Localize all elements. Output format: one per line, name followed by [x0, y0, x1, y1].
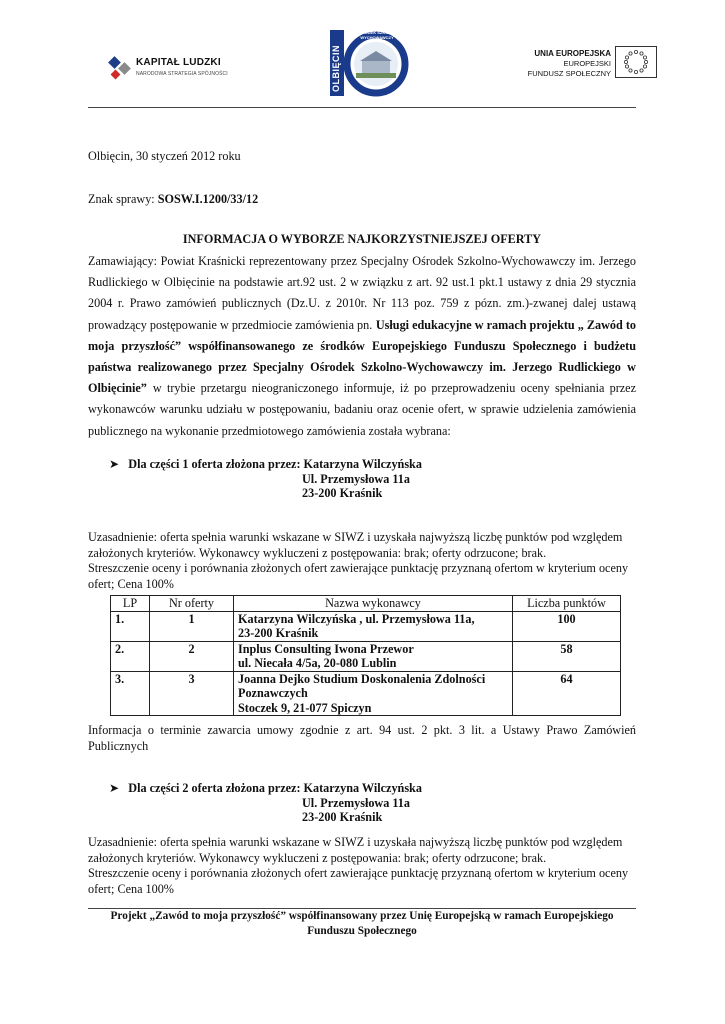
intro-line: 2004 r. Prawo zamówień publicznych (Dz.U. z 2010r. Nr 113 poz. 759 z pózn. zm.)-zwanej dalej ustawą	[88, 296, 636, 311]
part1-street: Ul. Przemysłowa 11a	[302, 472, 410, 486]
justification-line: Streszczenie oceny i porównania złożonych ofert zawierające punktację przyznaną ofertom w kryterium oceny	[88, 866, 629, 880]
kapital-ludzki-emblem-icon	[108, 54, 134, 84]
table-row	[111, 611, 621, 641]
eu-logo	[514, 44, 659, 84]
school-name-vertical: OLBIĘCIN	[331, 44, 341, 92]
kapital-ludzki-title: KAPITAŁ LUDZKI	[136, 57, 221, 68]
table-header-row	[111, 596, 621, 612]
cell-points: 64	[513, 671, 621, 716]
header-nazwa: Nazwa wykonawcy	[234, 596, 513, 612]
cell-name-line: Inplus Consulting Iwona Przewor	[238, 641, 414, 656]
intro-text: prowadzący postępowanie w przedmiocie zamówienia pn.	[88, 317, 373, 332]
cell-name-line: Stoczek 9, 21-077 Spiczyn	[238, 700, 372, 715]
contract-term-line: Publicznych	[88, 738, 149, 753]
intro-line: państwa realizowanego przez Specjalny Ośrodek Szkolno-Wychowawczy im. Jerzego Rudlickiego w	[88, 360, 636, 375]
cell-name-line: 23-200 Kraśnik	[238, 626, 319, 640]
document-title: INFORMACJA O WYBORZE NAJKORZYSTNIEJSZEJ OFERTY	[182, 232, 542, 246]
date-line: Olbięcin, 30 styczeń 2012 roku	[88, 149, 241, 163]
part2-offer: Dla części 2 oferta złożona przez: Katarzyna Wilczyńska	[128, 781, 422, 795]
contract-term-line: Informacja o terminie zawarcia umowy zgodnie z art. 94 ust. 2 pkt. 3 lit. a Ustawy Prawo Zamówień	[88, 723, 636, 737]
eu-line2: EUROPEJSKI	[563, 59, 611, 68]
footer-line: Projekt „Zawód to moja przyszłość” współfinansowany przez Unię Europejską w ramach Europejskiego	[110, 910, 614, 922]
results-table	[110, 595, 621, 716]
eu-line1: UNIA EUROPEJSKA	[534, 49, 611, 58]
kapital-ludzki-logo	[108, 52, 238, 92]
justification-1	[88, 530, 636, 592]
header-nr-oferty: Nr oferty	[150, 596, 234, 612]
part2-street: Ul. Przemysłowa 11a	[302, 796, 410, 810]
cell-points: 100	[513, 611, 621, 641]
school-arc-text: OŚRODEK SZKOLNO-WYCHOWAWCZY	[355, 30, 399, 40]
footer	[88, 909, 636, 939]
justification-line: Streszczenie oceny i porównania złożonych ofert zawierające punktację przyznaną ofertom w kryterium oceny	[88, 561, 629, 575]
cell-name	[234, 671, 513, 716]
intro-paragraph	[88, 251, 636, 442]
cell-nr: 3	[150, 671, 234, 716]
contract-term-info	[88, 723, 636, 754]
intro-line: wykonawców warunku udziału w postępowaniu, badaniu oraz ocenie ofert, w sprawie udzielenia zamówienia	[88, 402, 636, 417]
case-number: SOSW.I.1200/33/12	[157, 192, 259, 206]
intro-line: Rudlickiego w Olbięcinie na podstawie art.92 ust. 2 w związku z art. 92 ust.1 pkt.1 ustawy z dnia 29 stycznia	[88, 275, 636, 290]
part1-block	[109, 457, 422, 473]
cell-name-line: Joanna Dejko Studium Doskonalenia Zdolności	[238, 671, 486, 686]
eu-flag-icon	[615, 46, 657, 78]
justification-line: Uzasadnienie: oferta spełnia warunki wskazane w SIWZ i uzyskała najwyższą liczbę punktów pod względem	[88, 835, 623, 849]
justification-line: ofert; Cena 100%	[88, 576, 174, 591]
cell-points: 58	[513, 641, 621, 671]
cell-lp: 2.	[111, 641, 150, 671]
justification-line: ofert; Cena 100%	[88, 881, 174, 896]
intro-text: w trybie przetargu nieograniczonego informuje, iż po przeprowadzeniu oceny spełniania przez	[152, 381, 636, 396]
intro-line: moja przyszłość” współfinansowanego ze środków Europejskiego Funduszu Społecznego i budżetu	[88, 338, 636, 353]
intro-text-bold: Usługi edukacyjne w ramach projektu „ Zawód to	[375, 317, 636, 332]
eu-line3: FUNDUSZ SPOŁECZNY	[527, 69, 611, 78]
justification-line: założonych kryteriów. Wykonawcy wykluczeni z postępowania: brak; oferty odrzucone; brak.	[88, 850, 547, 865]
part1-city: 23-200 Kraśnik	[302, 486, 383, 500]
cell-name	[234, 641, 513, 671]
cell-lp: 3.	[111, 671, 150, 716]
intro-line: Zamawiający: Powiat Kraśnicki reprezentowany przez Specjalny Ośrodek Szkolno-Wychowawczy im. Jerzego	[88, 254, 636, 268]
justification-line: założonych kryteriów. Wykonawcy wykluczeni z postępowania: brak; oferty odrzucone; brak.	[88, 545, 547, 560]
justification-line: Uzasadnienie: oferta spełnia warunki wskazane w SIWZ i uzyskała najwyższą liczbę punktów pod względem	[88, 530, 623, 544]
cell-name-line: Katarzyna Wilczyńska , ul. Przemysłowa 11a,	[238, 611, 475, 626]
case-label: Znak sprawy:	[88, 192, 155, 206]
intro-line: publicznego na wykonanie przedmiotowego zamówienia została wybrana:	[88, 423, 451, 438]
header-lp: LP	[111, 596, 150, 612]
footer-line: Funduszu Społecznego	[307, 925, 417, 937]
case-number-line	[88, 192, 258, 208]
school-logo	[330, 30, 410, 100]
cell-name	[234, 611, 513, 641]
intro-line	[88, 378, 636, 399]
arrow-bullet-icon: ➤	[109, 457, 120, 471]
table-row	[111, 641, 621, 671]
part2-city: 23-200 Kraśnik	[302, 810, 383, 824]
cell-name-line: ul. Niecała 4/5a, 20-080 Lublin	[238, 656, 397, 670]
justification-2	[88, 835, 636, 897]
table-row	[111, 671, 621, 716]
intro-text-bold: Olbięcinie”	[88, 381, 147, 396]
cell-lp: 1.	[111, 611, 150, 641]
cell-nr: 2	[150, 641, 234, 671]
header-divider	[88, 107, 636, 108]
header-punkty: Liczba punktów	[513, 596, 621, 612]
part2-block	[109, 781, 422, 797]
intro-line	[88, 315, 636, 336]
cell-name-line: Poznawczych	[238, 686, 308, 700]
part1-offer: Dla części 1 oferta złożona przez: Katarzyna Wilczyńska	[128, 457, 422, 471]
cell-nr: 1	[150, 611, 234, 641]
kapital-ludzki-subtitle: NARODOWA STRATEGIA SPÓJNOŚCI	[136, 71, 228, 77]
arrow-bullet-icon: ➤	[109, 781, 120, 795]
eu-text	[501, 49, 611, 79]
